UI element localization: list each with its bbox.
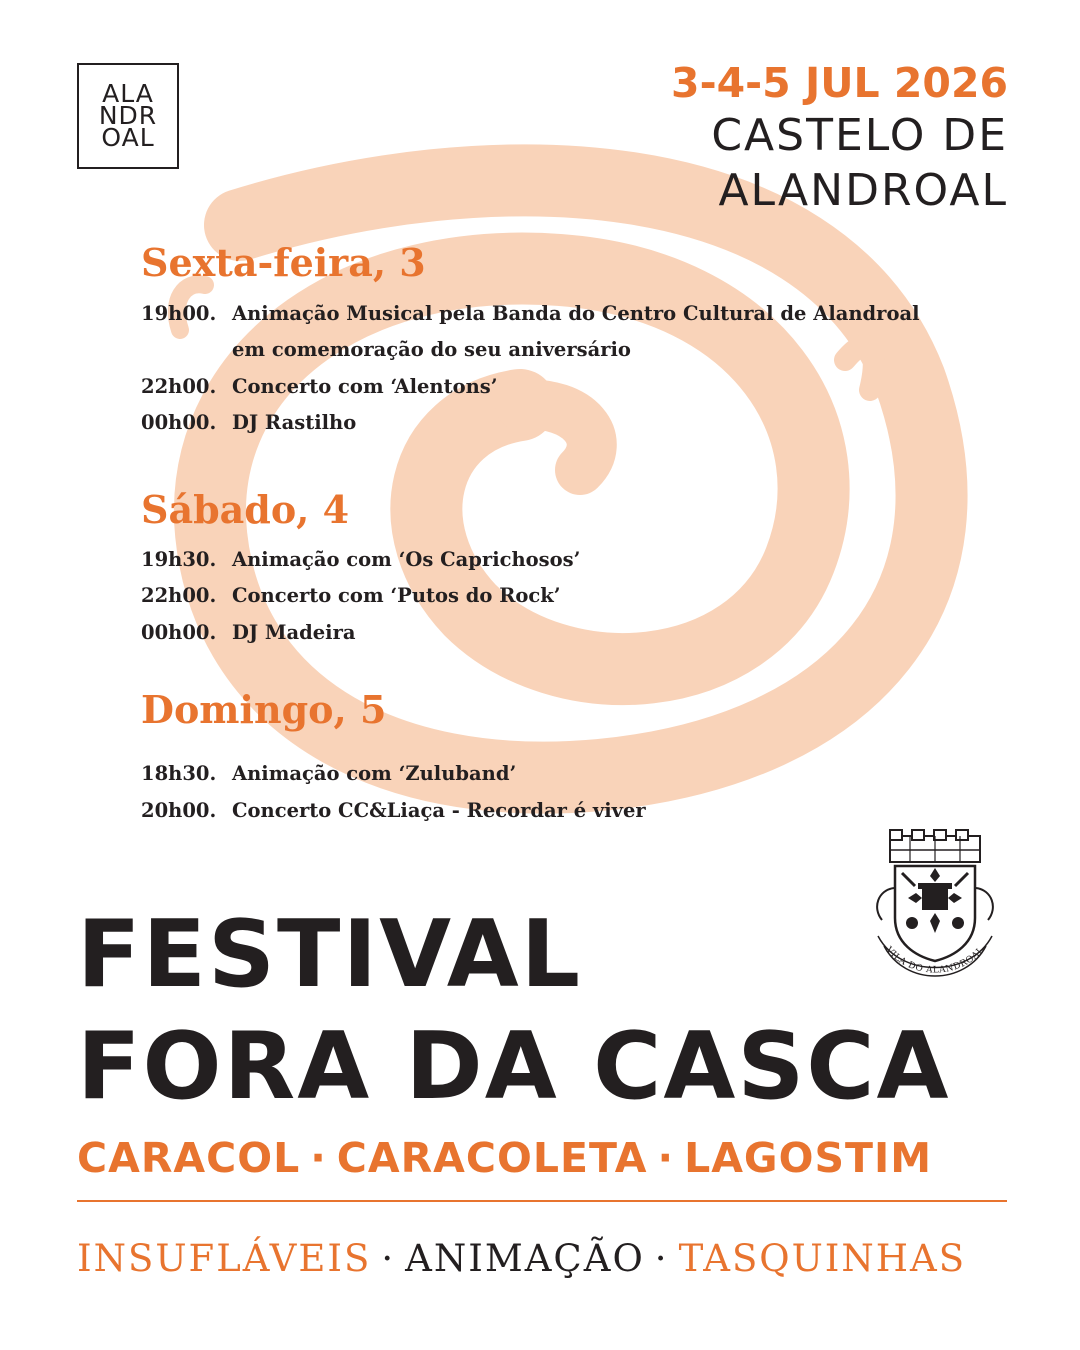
event-date: 3-4-5 JUL 2026	[671, 59, 1008, 107]
event-time: 19h30.	[141, 548, 217, 571]
extras-line	[77, 1234, 1007, 1284]
festival-title	[77, 898, 951, 1122]
event-description-continued: em comemoração do seu aniversário	[232, 338, 631, 361]
schedule-row	[141, 793, 646, 829]
schedule-row	[141, 405, 356, 441]
divider-line	[77, 1200, 1007, 1202]
event-time: 00h00.	[141, 621, 217, 644]
event-time: 22h00.	[141, 375, 217, 398]
product-caracol: CARACOL	[77, 1134, 301, 1182]
product-lagostim: LAGOSTIM	[684, 1134, 932, 1182]
title-line-1: FESTIVAL	[77, 900, 582, 1008]
event-header	[671, 58, 1008, 218]
event-description: Concerto com ‘Putos do Rock’	[232, 584, 561, 607]
separator-dot: ·	[381, 1237, 396, 1280]
schedule-row	[141, 615, 356, 651]
event-time: 22h00.	[141, 584, 217, 607]
event-description: Animação Musical pela Banda do Centro Cultural de Alandroal	[232, 302, 920, 325]
extra-animacao: ANIMAÇÃO	[405, 1237, 645, 1280]
event-time: 20h00.	[141, 799, 217, 822]
schedule-row	[141, 542, 580, 578]
logo-line-1: ALA	[102, 79, 154, 108]
event-description: Animação com ‘Os Caprichosos’	[232, 548, 581, 571]
event-description: DJ Madeira	[232, 621, 356, 644]
event-description: Animação com ‘Zuluband’	[232, 762, 517, 785]
logo-line-2: NDR	[98, 101, 158, 130]
schedule-row	[141, 296, 920, 332]
separator-dot: ·	[310, 1134, 327, 1182]
event-time: 18h30.	[141, 762, 217, 785]
products-line	[77, 1132, 1005, 1184]
day-heading-sunday: Domingo, 5	[141, 687, 387, 732]
event-description: Concerto CC&Liaça - Recordar é viver	[232, 799, 646, 822]
alandroal-logo	[77, 63, 179, 169]
event-time: 19h00.	[141, 302, 217, 325]
venue-line-1: CASTELO DE	[711, 110, 1008, 161]
venue-line-2: ALANDROAL	[718, 165, 1008, 216]
extra-tasquinhas: TASQUINHAS	[678, 1237, 967, 1280]
title-line-2: FORA DA CASCA	[77, 1012, 951, 1120]
separator-dot: ·	[657, 1134, 675, 1182]
extra-insuflaveis: INSUFLÁVEIS	[77, 1237, 372, 1280]
day-heading-saturday: Sábado, 4	[141, 487, 350, 532]
separator-dot: ·	[654, 1237, 669, 1280]
schedule-row	[141, 756, 516, 792]
day-heading-friday: Sexta-feira, 3	[141, 240, 426, 285]
seal-caption: VILA DO ALANDROAL	[883, 945, 987, 976]
schedule-row	[141, 578, 561, 614]
schedule-row	[141, 369, 498, 405]
event-time: 00h00.	[141, 411, 217, 434]
event-description: Concerto com ‘Alentons’	[232, 375, 498, 398]
logo-line-3: OAL	[101, 123, 155, 152]
event-description: DJ Rastilho	[232, 411, 357, 434]
product-caracoleta: CARACOLETA	[336, 1134, 648, 1182]
